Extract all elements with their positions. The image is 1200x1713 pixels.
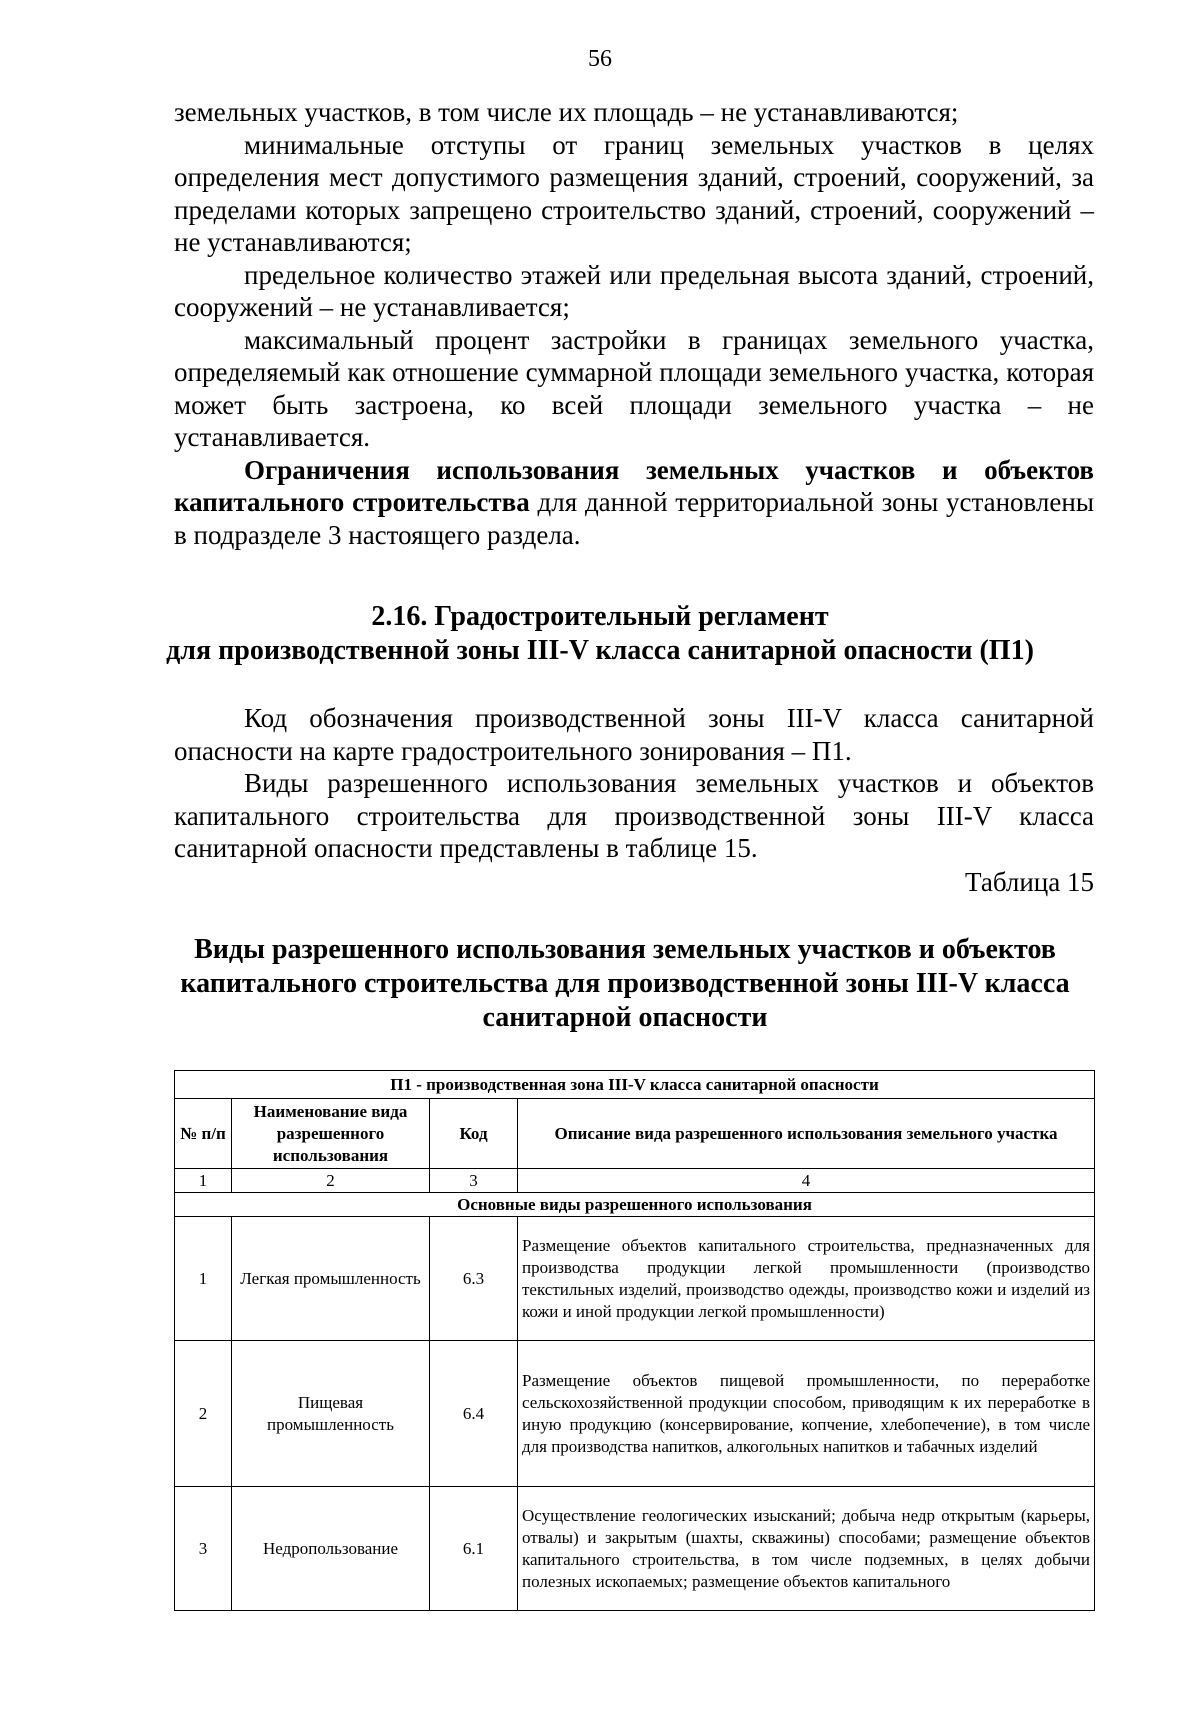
paragraph: предельное количество этажей или предельная высота зданий, строений, сооружений – не устанавливается; — [174, 259, 1094, 322]
row-code: 6.1 — [430, 1487, 518, 1611]
row-name: Легкая промышленность — [232, 1217, 430, 1341]
row-desc: Размещение объектов капитального строительства, предназначенных для производства продукции легкой промышленности (производство текстильных изделий, производство одежды, производство кожи и изделий из кожи и иной продукции легкой промышленности) — [518, 1217, 1095, 1341]
section-title-line: для производственной зоны III-V класса санитарной опасности (П1) — [166, 635, 1034, 666]
header-desc: Описание вида разрешенного использования земельного участка — [518, 1099, 1095, 1169]
paragraph: максимальный процент застройки в границах земельного участка, определяемый как отношение суммарной площади земельного участка, которая может быть застроена, ко всей площади земельного участка – не устанавливается. — [174, 324, 1094, 452]
row-num: 3 — [175, 1487, 232, 1611]
table-label: Таблица 15 — [965, 867, 1094, 897]
body-text-mid — [174, 702, 1094, 865]
section-row: Основные виды разрешенного использования — [175, 1193, 1095, 1217]
section-title — [0, 600, 1200, 668]
table-caption: П1 - производственная зона III-V класса санитарной опасности — [175, 1071, 1095, 1099]
table-row — [175, 1217, 1095, 1341]
row-desc: Размещение объектов пищевой промышленности, по переработке сельскохозяйственной продукции способом, приводящим к их переработке в иную продукцию (консервирование, копчение, хлебопечение), в том числе для производства напитков, алкогольных напитков и табачных изделий — [518, 1341, 1095, 1487]
column-number: 4 — [518, 1169, 1095, 1193]
restriction-bold-text: Ограничения использования земельных участков и объектов капитального строительства — [174, 454, 1094, 517]
body-text-top — [174, 96, 1094, 551]
regulation-table — [174, 1070, 1095, 1611]
header-num: № п/п — [175, 1099, 232, 1169]
restriction-text: для данной территориальной зоны установлены в подразделе 3 настоящего раздела. — [174, 487, 1094, 550]
paragraph: Виды разрешенного использования земельных участков и объектов капитального строительства для производственной зоны III-V класса санитарной опасности представлены в таблице 15. — [174, 768, 1094, 863]
row-num: 1 — [175, 1217, 232, 1341]
row-name: Пищевая промышленность — [232, 1341, 430, 1487]
page-number: 56 — [588, 46, 612, 72]
section-title-line: 2.16. Градостроительный регламент — [371, 601, 829, 632]
column-number: 3 — [430, 1169, 518, 1193]
column-number: 2 — [232, 1169, 430, 1193]
table-title — [150, 933, 1100, 1035]
paragraph: Код обозначения производственной зоны III-V класса санитарной опасности на карте градостроительного зонирования – П1. — [174, 703, 1094, 766]
restriction-paragraph — [174, 454, 1094, 552]
column-number: 1 — [175, 1169, 232, 1193]
row-num: 2 — [175, 1341, 232, 1487]
table-row — [175, 1341, 1095, 1487]
header-code: Код — [430, 1099, 518, 1169]
table-row — [175, 1487, 1095, 1611]
table-title-line: капитального строительства для производственной зоны III-V класса — [180, 968, 1070, 999]
row-desc: Осуществление геологических изысканий; добыча недр открытым (карьеры, отвалы) и закрытым (шахты, скважины) способами; размещение объектов капитального строительства, в том числе подземных, в целях добычи полезных ископаемых; размещение объектов капитального — [518, 1487, 1095, 1611]
table-title-line: санитарной опасности — [482, 1002, 768, 1033]
row-code: 6.3 — [430, 1217, 518, 1341]
row-code: 6.4 — [430, 1341, 518, 1487]
paragraph: минимальные отступы от границ земельных участков в целях определения мест допустимого размещения зданий, строений, сооружений, за пределами которых запрещено строительство зданий, строений, сооружений – не устанавливаются; — [174, 129, 1094, 257]
table-title-line: Виды разрешенного использования земельных участков и объектов — [194, 934, 1056, 965]
header-name: Наименование вида разрешенного использования — [232, 1099, 430, 1169]
paragraph: земельных участков, в том числе их площадь – не устанавливаются; — [174, 97, 959, 127]
row-name: Недропользование — [232, 1487, 430, 1611]
